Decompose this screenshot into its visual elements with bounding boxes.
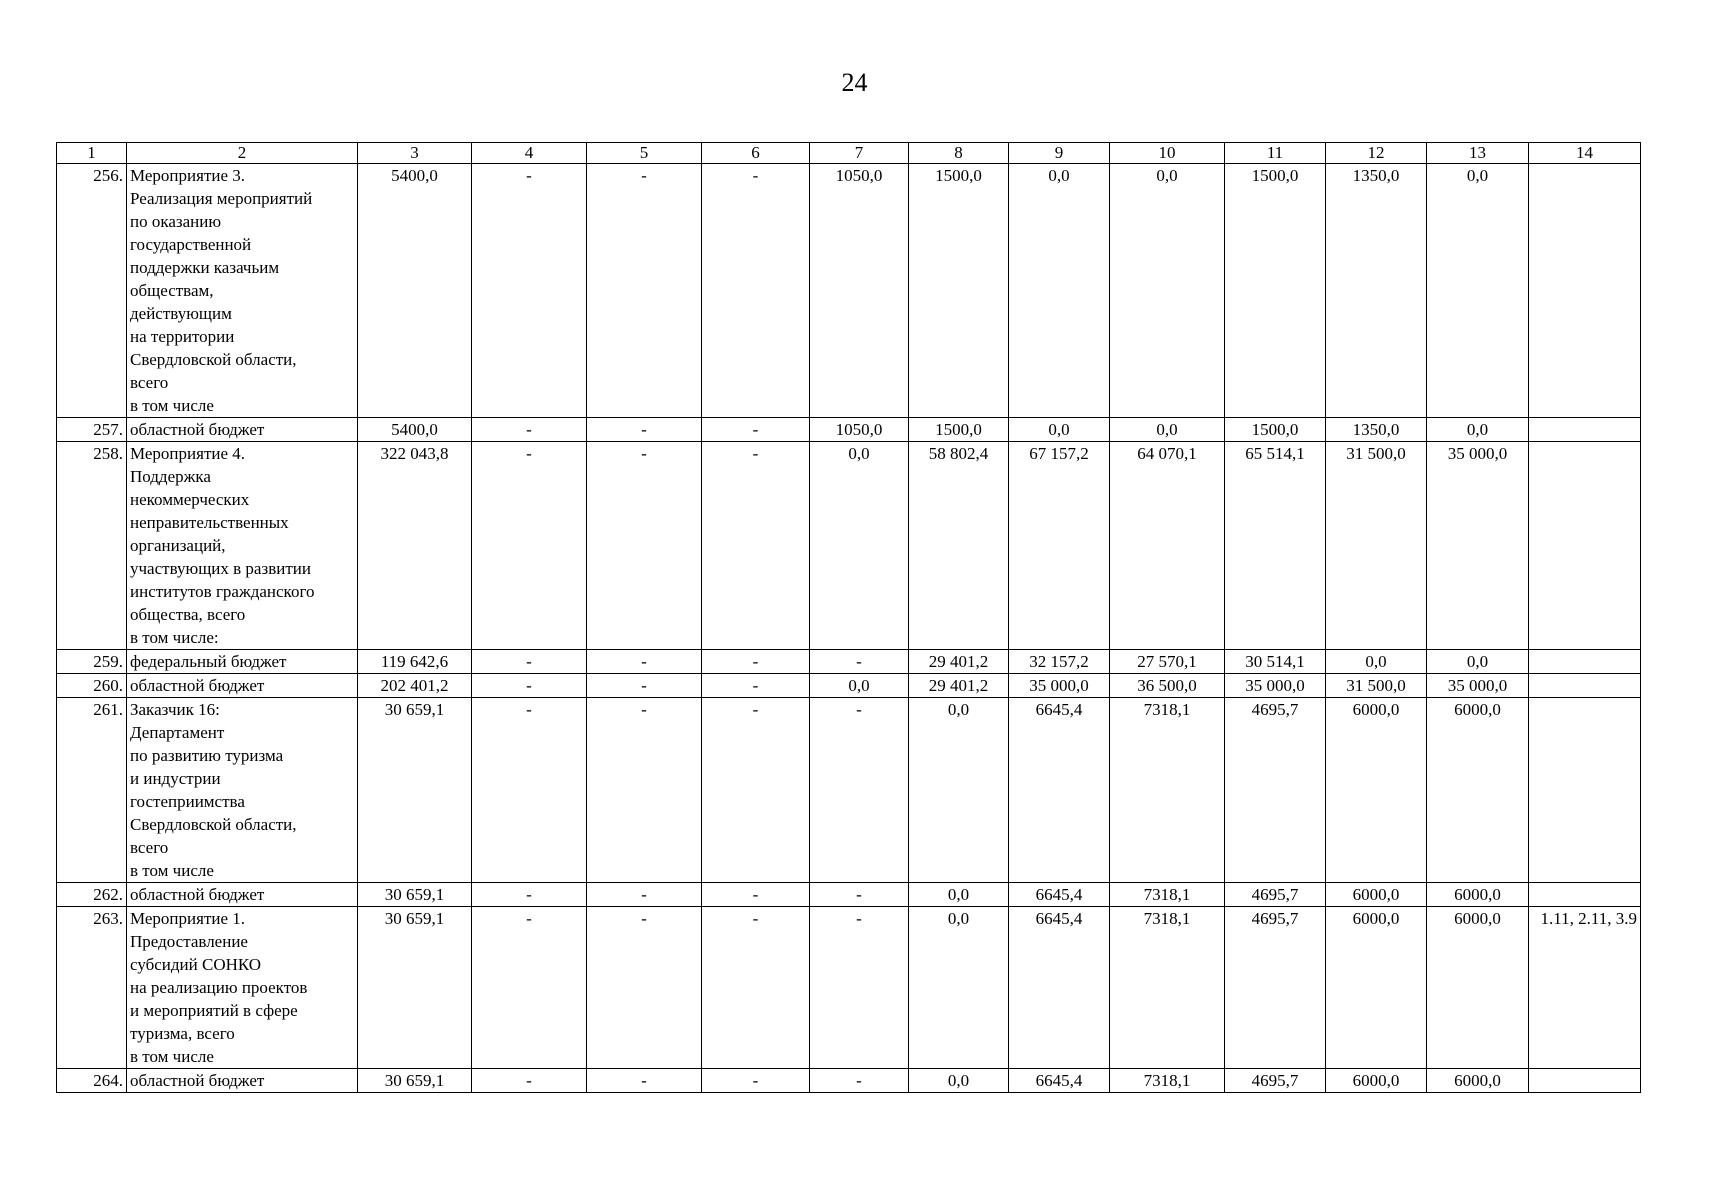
value-cell: 35 000,0 <box>1427 674 1529 698</box>
value-cell: 1350,0 <box>1326 418 1427 442</box>
value-cell: 31 500,0 <box>1326 674 1427 698</box>
value-cell: 7318,1 <box>1110 698 1225 883</box>
value-cell: 29 401,2 <box>909 650 1009 674</box>
value-cell: - <box>472 883 587 907</box>
value-cell: - <box>810 883 909 907</box>
row-description <box>127 883 358 907</box>
column-header: 7 <box>810 143 909 164</box>
value-cell: - <box>702 164 810 418</box>
value-cell: 0,0 <box>1427 650 1529 674</box>
row-description <box>127 650 358 674</box>
table-row <box>57 418 1641 442</box>
value-cell: 0,0 <box>909 883 1009 907</box>
description-line: областной бюджет <box>130 885 265 904</box>
description-line: в том числе <box>130 1047 214 1066</box>
column-header: 8 <box>909 143 1009 164</box>
row-description <box>127 907 358 1069</box>
description-line: в том числе <box>130 396 214 415</box>
value-cell: 30 659,1 <box>358 1069 472 1093</box>
row-description <box>127 442 358 650</box>
value-cell: 5400,0 <box>358 164 472 418</box>
value-cell: 58 802,4 <box>909 442 1009 650</box>
value-cell: 6000,0 <box>1427 698 1529 883</box>
value-cell: 4695,7 <box>1225 883 1326 907</box>
description-line: всего <box>130 373 169 392</box>
row-number: 258. <box>57 442 127 650</box>
description-line: областной бюджет <box>130 676 265 695</box>
row-number: 262. <box>57 883 127 907</box>
value-cell: 0,0 <box>810 442 909 650</box>
value-cell: - <box>587 698 702 883</box>
value-cell: - <box>472 442 587 650</box>
column-header: 11 <box>1225 143 1326 164</box>
value-cell: 30 514,1 <box>1225 650 1326 674</box>
value-cell: 30 659,1 <box>358 698 472 883</box>
value-cell: - <box>702 907 810 1069</box>
description-line: туризма, всего <box>130 1024 235 1043</box>
value-cell: - <box>472 418 587 442</box>
value-cell: - <box>472 1069 587 1093</box>
description-line: организаций, <box>130 536 226 555</box>
value-cell: 6000,0 <box>1427 907 1529 1069</box>
description-line: Мероприятие 4. <box>130 444 246 463</box>
description-line: участвующих в развитии <box>130 559 311 578</box>
description-line: действующим <box>130 304 232 323</box>
value-cell: - <box>587 650 702 674</box>
description-line: государственной <box>130 235 252 254</box>
value-cell: 0,0 <box>1009 164 1110 418</box>
description-line: областной бюджет <box>130 420 265 439</box>
value-cell: 1350,0 <box>1326 164 1427 418</box>
table-row <box>57 674 1641 698</box>
description-line: Мероприятие 1. <box>130 909 246 928</box>
column-header: 6 <box>702 143 810 164</box>
value-cell: - <box>702 883 810 907</box>
value-cell: 5400,0 <box>358 418 472 442</box>
value-cell: 1500,0 <box>909 418 1009 442</box>
column-header: 5 <box>587 143 702 164</box>
value-cell: 30 659,1 <box>358 907 472 1069</box>
value-cell: 0,0 <box>1009 418 1110 442</box>
column-header: 9 <box>1009 143 1110 164</box>
value-cell: - <box>702 674 810 698</box>
value-cell: 65 514,1 <box>1225 442 1326 650</box>
row-number: 257. <box>57 418 127 442</box>
value-cell: 35 000,0 <box>1225 674 1326 698</box>
value-cell <box>1529 698 1641 883</box>
description-line: Департамент <box>130 723 225 742</box>
description-line: и индустрии <box>130 769 221 788</box>
value-cell: 6000,0 <box>1326 883 1427 907</box>
column-header: 10 <box>1110 143 1225 164</box>
value-cell: 0,0 <box>909 1069 1009 1093</box>
description-line: по оказанию <box>130 212 222 231</box>
value-cell: 6000,0 <box>1326 907 1427 1069</box>
value-cell: 6000,0 <box>1427 883 1529 907</box>
description-line: некоммерческих <box>130 490 250 509</box>
description-line: Заказчик 16: <box>130 700 220 719</box>
value-cell: 6645,4 <box>1009 1069 1110 1093</box>
value-cell: 35 000,0 <box>1009 674 1110 698</box>
description-line: в том числе <box>130 861 214 880</box>
value-cell: 4695,7 <box>1225 698 1326 883</box>
value-cell: 36 500,0 <box>1110 674 1225 698</box>
value-cell: 6000,0 <box>1427 1069 1529 1093</box>
value-cell: 4695,7 <box>1225 907 1326 1069</box>
value-cell <box>1529 442 1641 650</box>
value-cell: 0,0 <box>909 907 1009 1069</box>
description-line: Мероприятие 3. <box>130 166 246 185</box>
value-cell: 0,0 <box>1326 650 1427 674</box>
column-header: 12 <box>1326 143 1427 164</box>
row-number: 260. <box>57 674 127 698</box>
table-row <box>57 442 1641 650</box>
description-line: на реализацию проектов <box>130 978 308 997</box>
column-header: 13 <box>1427 143 1529 164</box>
value-cell: 1050,0 <box>810 418 909 442</box>
row-description <box>127 418 358 442</box>
table-row <box>57 1069 1641 1093</box>
column-header: 3 <box>358 143 472 164</box>
value-cell: 32 157,2 <box>1009 650 1110 674</box>
description-line: общества, всего <box>130 605 246 624</box>
value-cell: - <box>810 1069 909 1093</box>
description-line: в том числе: <box>130 628 219 647</box>
value-cell: - <box>702 1069 810 1093</box>
value-cell: 1500,0 <box>1225 418 1326 442</box>
description-line: Поддержка <box>130 467 211 486</box>
row-number: 264. <box>57 1069 127 1093</box>
table-row <box>57 907 1641 1069</box>
value-cell <box>1529 650 1641 674</box>
description-line: на территории <box>130 327 235 346</box>
description-line: всего <box>130 838 169 857</box>
value-cell: - <box>810 907 909 1069</box>
value-cell: 7318,1 <box>1110 907 1225 1069</box>
page-number: 24 <box>841 68 868 97</box>
value-cell: 7318,1 <box>1110 883 1225 907</box>
value-cell: 4695,7 <box>1225 1069 1326 1093</box>
value-cell: - <box>702 418 810 442</box>
value-cell: - <box>472 164 587 418</box>
column-header: 4 <box>472 143 587 164</box>
value-cell: 0,0 <box>1427 418 1529 442</box>
value-cell <box>1529 418 1641 442</box>
table-row <box>57 650 1641 674</box>
column-header: 2 <box>127 143 358 164</box>
description-line: Предоставление <box>130 932 248 951</box>
value-cell: 0,0 <box>1110 164 1225 418</box>
value-cell: 1500,0 <box>909 164 1009 418</box>
value-cell: - <box>472 907 587 1069</box>
description-line: областной бюджет <box>130 1071 265 1090</box>
row-description <box>127 1069 358 1093</box>
column-header: 14 <box>1529 143 1641 164</box>
description-line: Свердловской области, <box>130 815 297 834</box>
table-row <box>57 883 1641 907</box>
value-cell: 29 401,2 <box>909 674 1009 698</box>
row-number: 263. <box>57 907 127 1069</box>
description-line: и мероприятий в сфере <box>130 1001 298 1020</box>
column-number-row <box>57 143 1641 164</box>
description-line: гостеприимства <box>130 792 245 811</box>
budget-table <box>56 142 1641 1093</box>
value-cell: 27 570,1 <box>1110 650 1225 674</box>
value-cell: 6645,4 <box>1009 883 1110 907</box>
value-cell: - <box>587 1069 702 1093</box>
value-cell: - <box>587 907 702 1069</box>
value-cell <box>1529 1069 1641 1093</box>
value-cell: 6000,0 <box>1326 698 1427 883</box>
value-cell: 1.11, 2.11, 3.9 <box>1529 907 1641 1069</box>
value-cell: 0,0 <box>1427 164 1529 418</box>
description-line: поддержки казачьим <box>130 258 280 277</box>
value-cell: - <box>810 698 909 883</box>
value-cell: 1500,0 <box>1225 164 1326 418</box>
description-line: Реализация мероприятий <box>130 189 313 208</box>
value-cell <box>1529 674 1641 698</box>
value-cell: 322 043,8 <box>358 442 472 650</box>
description-line: по развитию туризма <box>130 746 284 765</box>
value-cell: 202 401,2 <box>358 674 472 698</box>
row-description <box>127 674 358 698</box>
value-cell: 64 070,1 <box>1110 442 1225 650</box>
value-cell: - <box>702 698 810 883</box>
description-line: обществам, <box>130 281 214 300</box>
table-row <box>57 164 1641 418</box>
value-cell: 35 000,0 <box>1427 442 1529 650</box>
row-description <box>127 698 358 883</box>
column-header: 1 <box>57 143 127 164</box>
value-cell: - <box>472 674 587 698</box>
value-cell <box>1529 164 1641 418</box>
value-cell: 1050,0 <box>810 164 909 418</box>
value-cell: - <box>587 418 702 442</box>
value-cell: 67 157,2 <box>1009 442 1110 650</box>
value-cell: 6645,4 <box>1009 907 1110 1069</box>
value-cell: - <box>472 698 587 883</box>
description-line: субсидий СОНКО <box>130 955 262 974</box>
row-number: 261. <box>57 698 127 883</box>
description-line: неправительственных <box>130 513 289 532</box>
row-number: 256. <box>57 164 127 418</box>
value-cell: 0,0 <box>810 674 909 698</box>
value-cell: - <box>587 442 702 650</box>
description-line: институтов гражданского <box>130 582 315 601</box>
value-cell: - <box>810 650 909 674</box>
value-cell: - <box>587 674 702 698</box>
value-cell <box>1529 883 1641 907</box>
value-cell: - <box>702 442 810 650</box>
value-cell: 0,0 <box>1110 418 1225 442</box>
description-line: Свердловской области, <box>130 350 297 369</box>
value-cell: 7318,1 <box>1110 1069 1225 1093</box>
row-number: 259. <box>57 650 127 674</box>
value-cell: 0,0 <box>909 698 1009 883</box>
value-cell: - <box>472 650 587 674</box>
value-cell: 119 642,6 <box>358 650 472 674</box>
value-cell: 31 500,0 <box>1326 442 1427 650</box>
value-cell: 6645,4 <box>1009 698 1110 883</box>
row-description <box>127 164 358 418</box>
value-cell: - <box>702 650 810 674</box>
value-cell: - <box>587 883 702 907</box>
value-cell: 30 659,1 <box>358 883 472 907</box>
value-cell: - <box>587 164 702 418</box>
value-cell: 6000,0 <box>1326 1069 1427 1093</box>
table-row <box>57 698 1641 883</box>
description-line: федеральный бюджет <box>130 652 287 671</box>
